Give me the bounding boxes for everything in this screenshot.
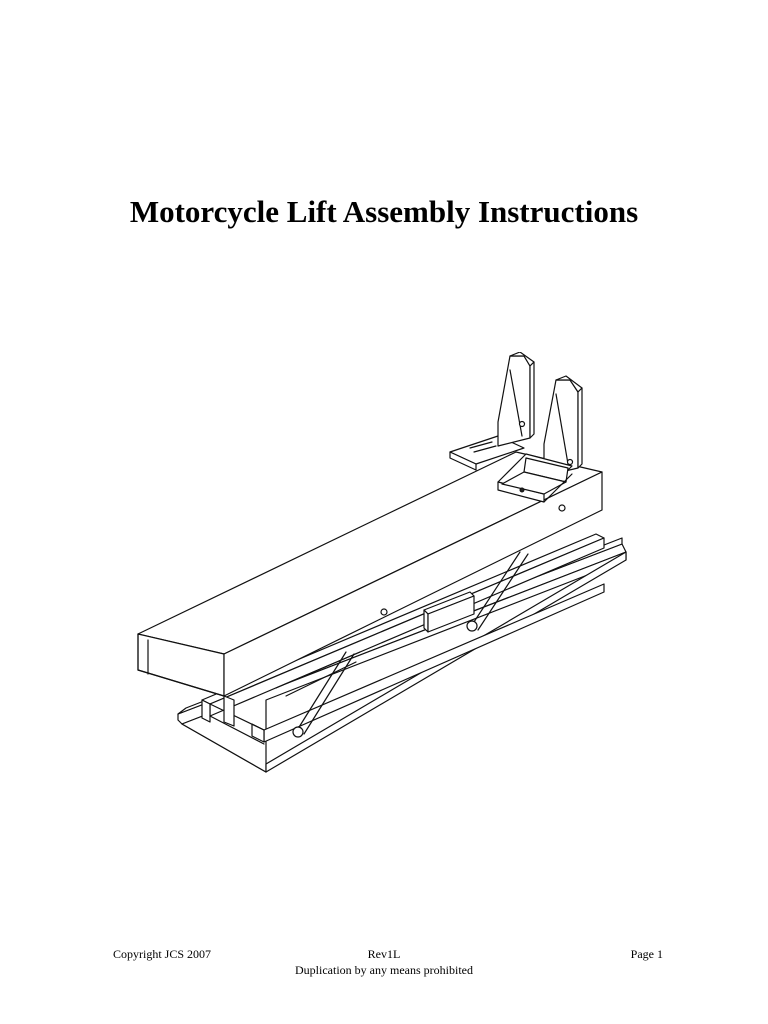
footer-duplication-notice: Duplication by any means prohibited [295,963,473,977]
page-footer [0,946,768,986]
footer-copyright: Copyright JCS 2007 [113,947,212,961]
footer-page-number: Page 1 [630,947,663,961]
footer-revision: Rev1L [367,947,401,961]
document-title: Motorcycle Lift Assembly Instructions [129,194,639,229]
motorcycle-lift-drawing-icon [126,352,636,777]
